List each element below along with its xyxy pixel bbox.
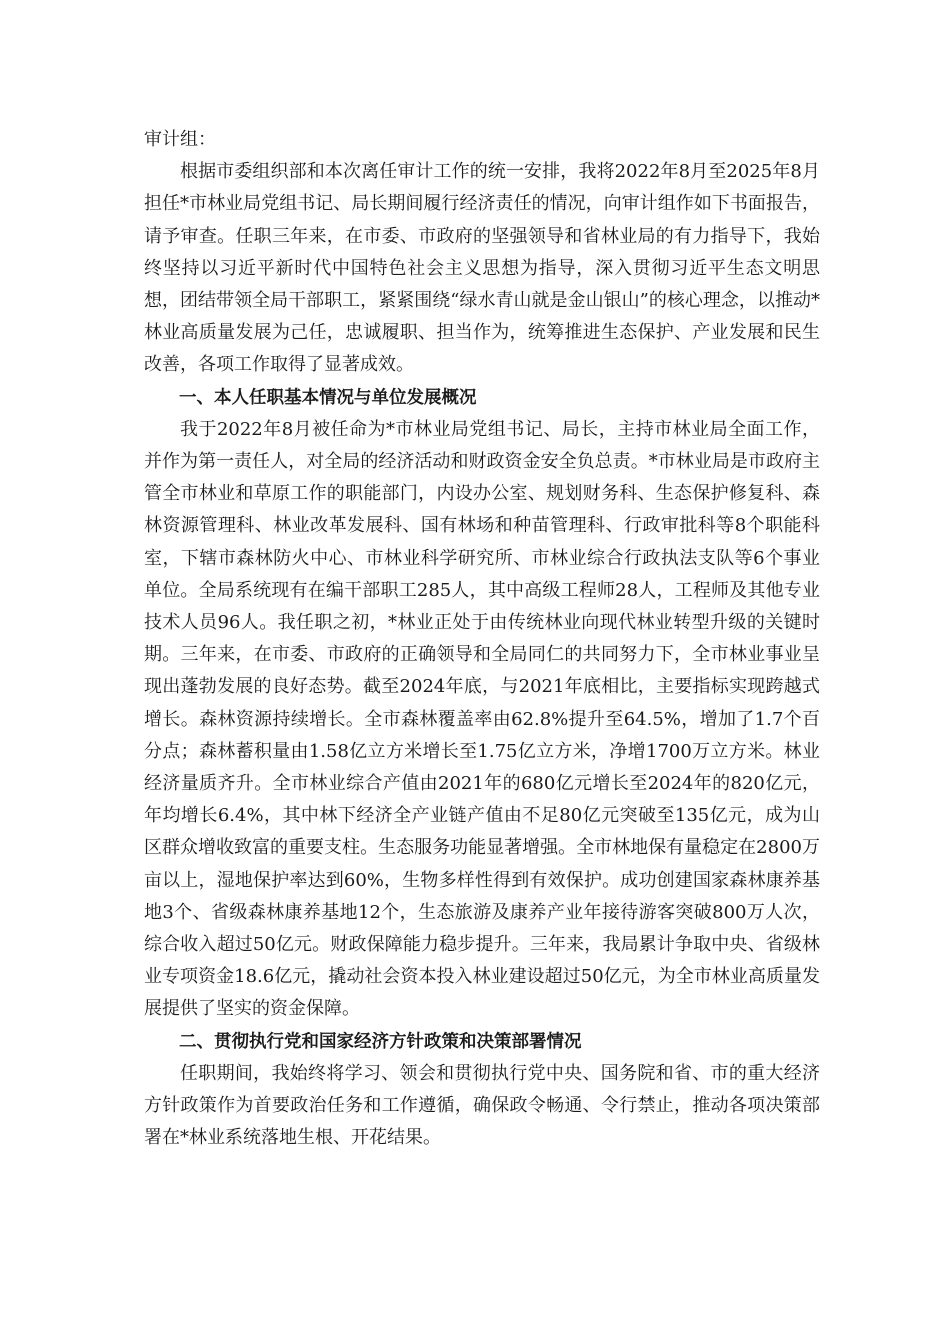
section-2-heading: 二、贯彻执行党和国家经济方针政策和决策部署情况 xyxy=(179,1031,582,1052)
salutation: 审计组： xyxy=(144,129,216,150)
section-1-heading: 一、本人任职基本情况与单位发展概况 xyxy=(179,387,477,408)
intro-paragraph: 根据市委组织部和本次离任审计工作的统一安排，我将2022年8月至2025年8月担任*市林业局党组书记、局长期间履行经济责任的情况，向审计组作如下书面报告，请予审查。任职三年来，在市委、市政府的坚强领导和省林业局的有力指导下，我始终坚持以习近平新时代中国特色社会主义思想为指导，深入贯彻习近平生态文明思想，团结带领全局干部职工，紧紧围绕“绿水青山就是金山银山”的核心理念，以推动*林业高质量发展为己任，忠诚履职、担当作为，统筹推进生态保护、产业发展和民生改善，各项工作取得了显著成效。 xyxy=(144,161,820,376)
section-1-paragraph: 我于2022年8月被任命为*市林业局党组书记、局长，主持市林业局全面工作，并作为第一责任人，对全局的经济活动和财政资金安全负总责。*市林业局是市政府主管全市林业和草原工作的职能部门，内设办公室、规划财务科、生态保护修复科、森林资源管理科、林业改革发展科、国有林场和种苗管理科、行政审批科等8个职能科室，下辖市森林防火中心、市林业科学研究所、市林业综合行政执法支队等6个事业单位。全局系统现有在编干部职工285人，其中高级工程师28人，工程师及其他专业技术人员96人。我任职之初，*林业正处于由传统林业向现代林业转型升级的关键时期。三年来，在市委、市政府的正确领导和全局同仁的共同努力下，全市林业事业呈现出蓬勃发展的良好态势。截至2024年底，与2021年底相比，主要指标实现跨越式增长。森林资源持续增长。全市森林覆盖率由62.8%提升至64.5%，增加了1.7个百分点；森林蓄积量由1.58亿立方米增长至1.75亿立方米，净增1700万立方米。林业经济量质齐升。全市林业综合产值由2021年的680亿元增长至2024年的820亿元，年均增长6.4%，其中林下经济全产业链产值由不足80亿元突破至135亿元，成为山区群众增收致富的重要支柱。生态服务功能显著增强。全市林地保有量稳定在2800万亩以上，湿地保护率达到60%，生物多样性得到有效保护。成功创建国家森林康养基地3个、省级森林康养基地12个，生态旅游及康养产业年接待游客突破800万人次，综合收入超过50亿元。财政保障能力稳步提升。三年来，我局累计争取中央、省级林业专项资金18.6亿元，撬动社会资本投入林业建设超过50亿元，为全市林业高质量发展提供了坚实的资金保障。 xyxy=(144,418,820,1020)
section-2-paragraph: 任职期间，我始终将学习、领会和贯彻执行党中央、国务院和省、市的重大经济方针政策作为首要政治任务和工作遵循，确保政令畅通、令行禁止，推动各项决策部署在*林业系统落地生根、开花结果。 xyxy=(144,1062,820,1149)
document-page xyxy=(144,124,820,1155)
